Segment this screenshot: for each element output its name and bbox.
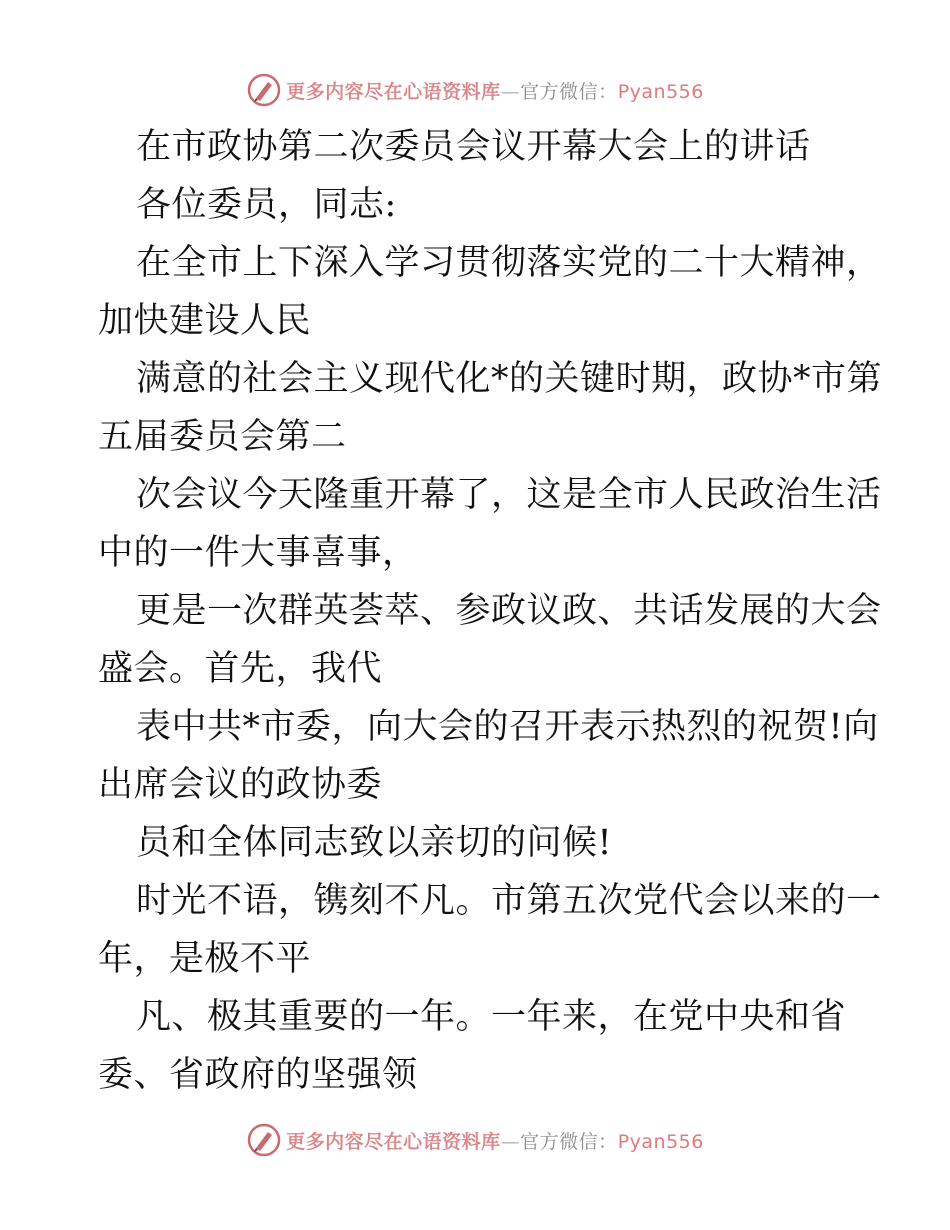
doc-line: 满意的社会主义现代化*的关键时期，政协*市第 <box>136 359 883 399</box>
doc-line: 更是一次群英荟萃、参政议政、共话发展的大会 <box>136 591 882 631</box>
watermark-id: Pyan556 <box>617 1130 704 1153</box>
doc-line: 员和全体同志致以亲切的问候! <box>136 823 613 863</box>
watermark-separator: — <box>500 1130 521 1153</box>
doc-line: 五届委员会第二 <box>98 417 347 457</box>
footer-watermark <box>0 1120 950 1160</box>
doc-line: 盛会。首先，我代 <box>98 649 383 689</box>
doc-line: 年，是极不平 <box>98 939 312 979</box>
watermark-id: Pyan556 <box>617 80 704 103</box>
watermark-sub: 官方微信： <box>520 1130 618 1153</box>
pen-logo-icon <box>246 72 282 108</box>
doc-salutation: 各位委员，同志: <box>136 185 397 225</box>
doc-line: 凡、极其重要的一年。一年来，在党中央和省 <box>136 997 847 1037</box>
doc-line: 中的一件大事喜事， <box>98 533 418 573</box>
watermark-separator: — <box>500 80 521 103</box>
pen-logo-icon <box>246 1122 282 1158</box>
header-watermark <box>0 70 950 110</box>
doc-line: 加快建设人民 <box>98 301 312 341</box>
doc-line: 时光不语，镌刻不凡。市第五次党代会以来的一 <box>136 881 882 921</box>
doc-line: 次会议今天隆重开幕了，这是全市人民政治生活 <box>136 475 882 515</box>
watermark-main: 更多内容尽在心语资料库 <box>286 80 501 103</box>
watermark-text <box>286 77 704 104</box>
watermark-main: 更多内容尽在心语资料库 <box>286 1130 501 1153</box>
doc-line: 表中共*市委，向大会的召开表示热烈的祝贺!向 <box>136 707 879 747</box>
doc-line: 在全市上下深入学习贯彻落实党的二十大精神， <box>136 243 882 283</box>
document-body <box>98 118 883 1104</box>
doc-title: 在市政协第二次委员会议开幕大会上的讲话 <box>136 127 811 167</box>
watermark-text <box>286 1127 704 1154</box>
watermark-sub: 官方微信： <box>520 80 618 103</box>
doc-line: 委、省政府的坚强领 <box>98 1055 418 1095</box>
doc-line: 出席会议的政协委 <box>98 765 383 805</box>
